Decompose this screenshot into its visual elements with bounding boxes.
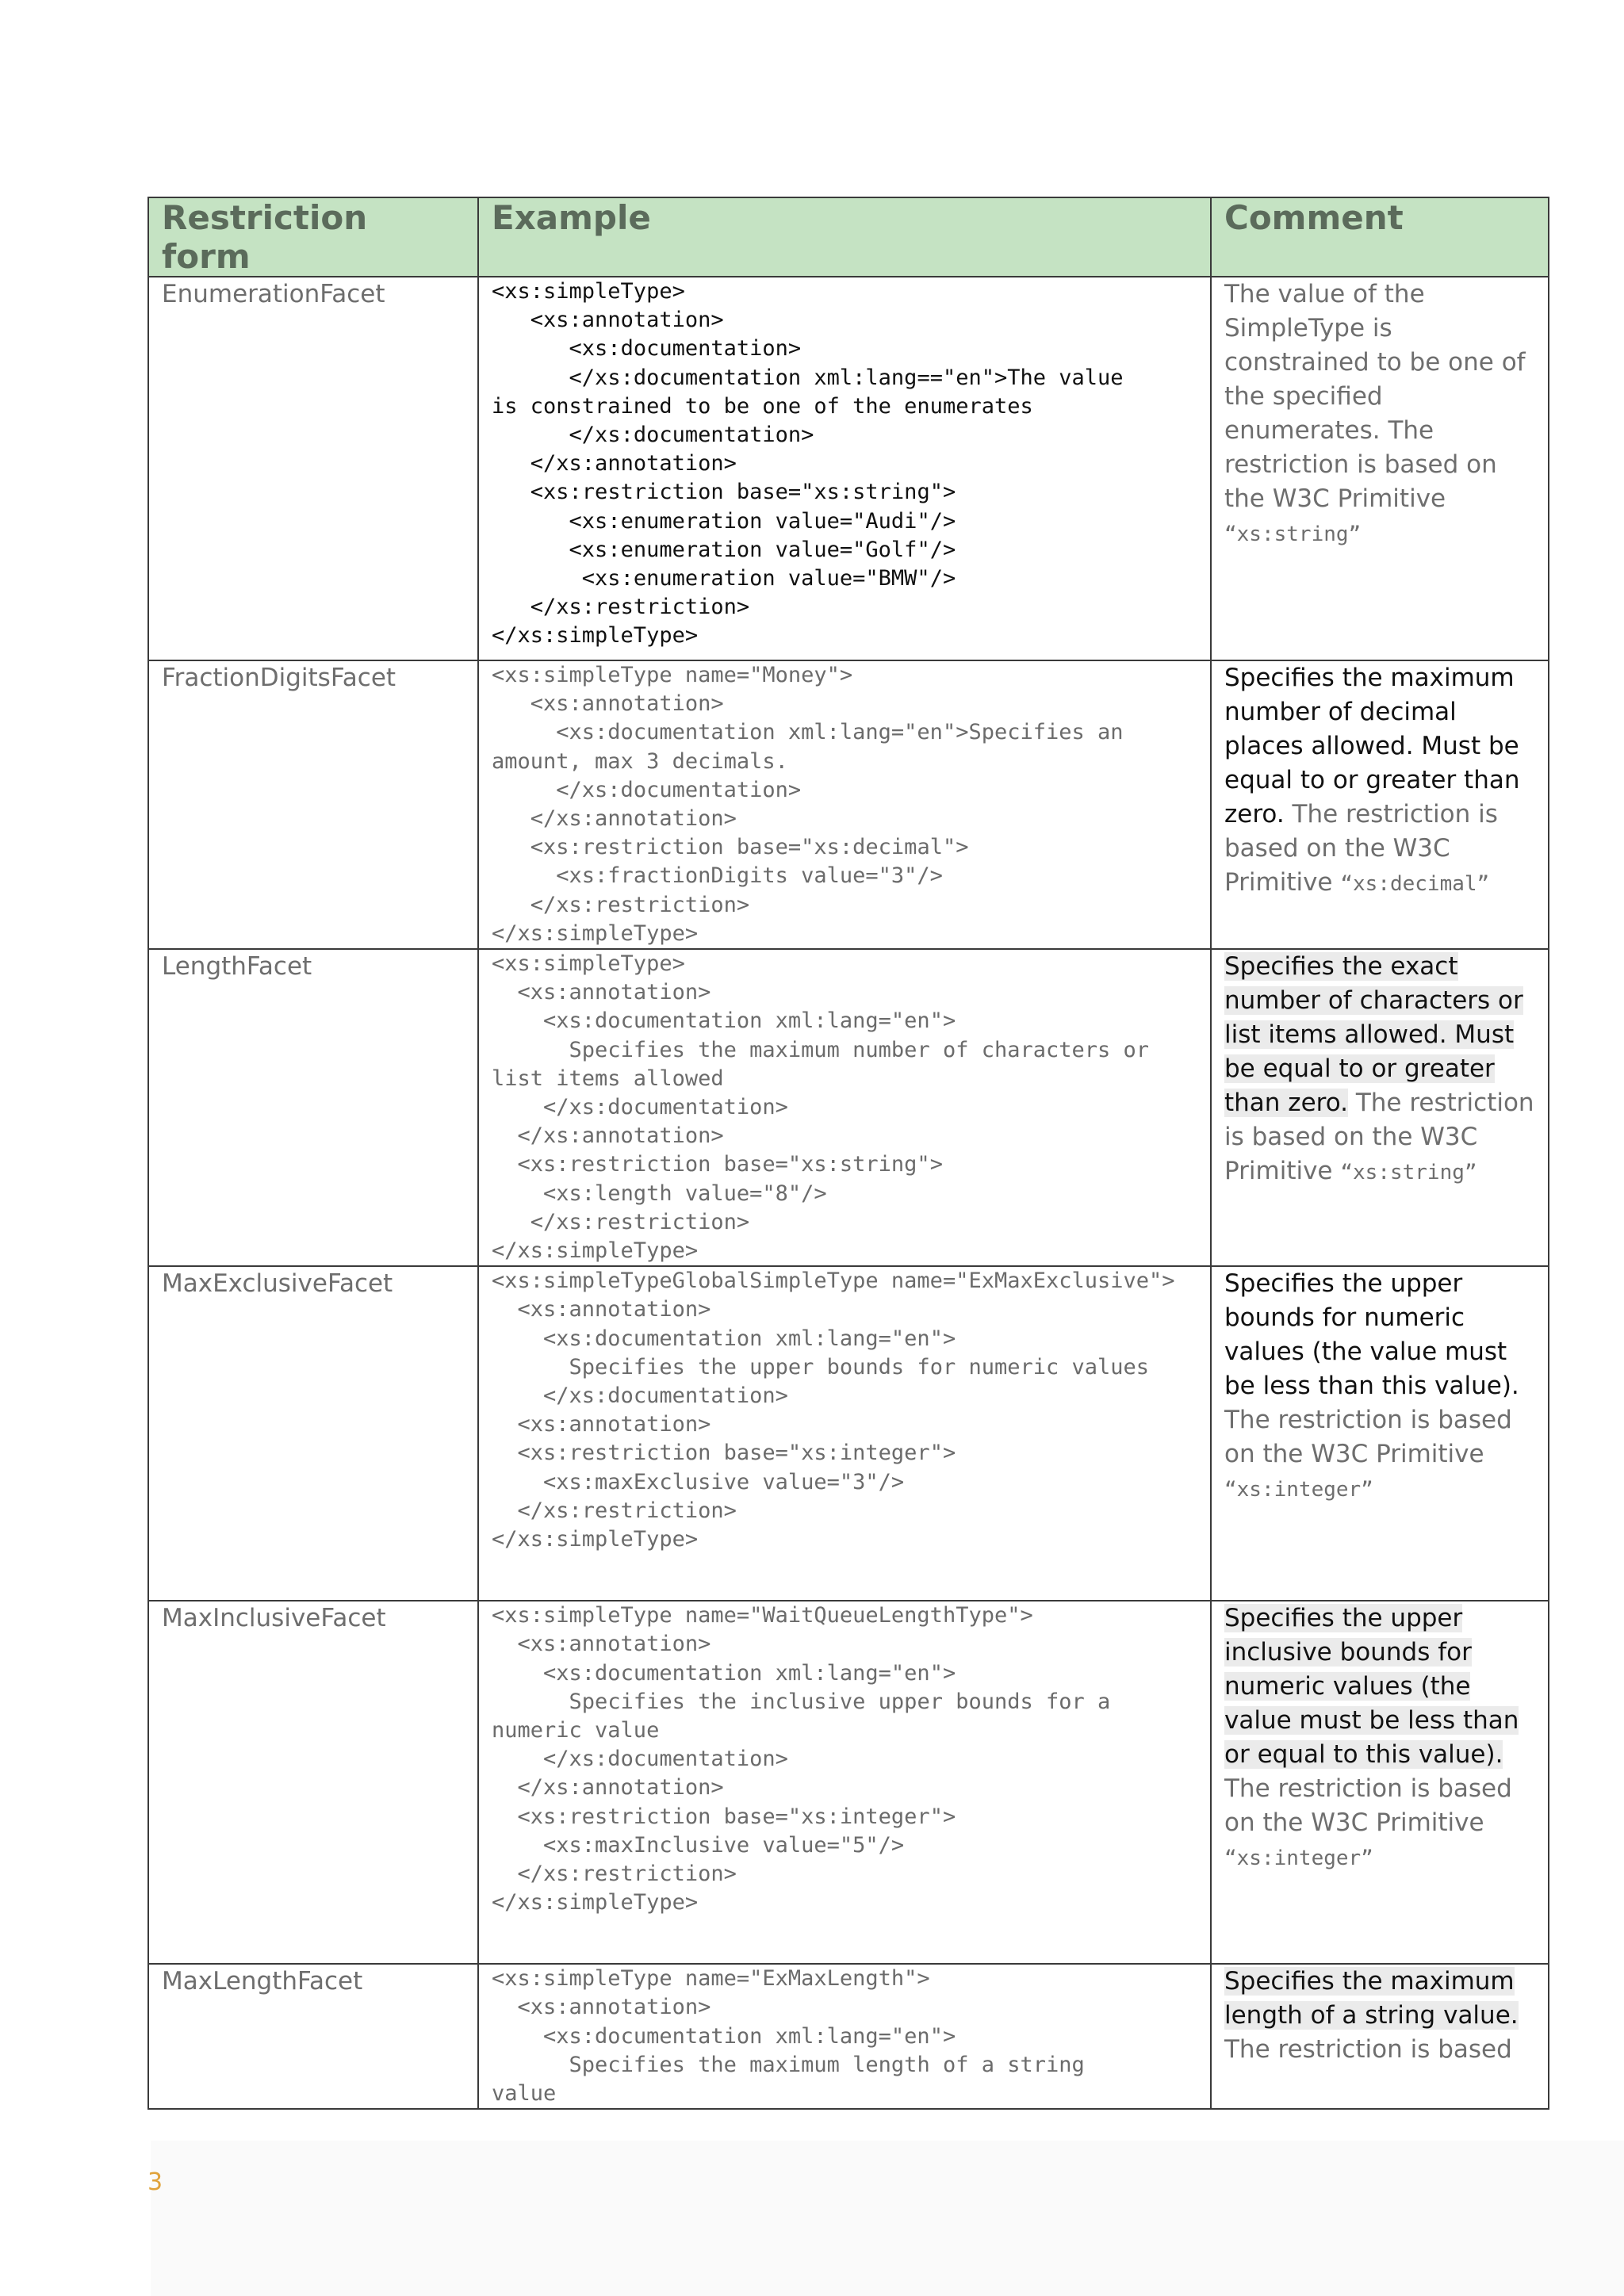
code-example: <xs:simpleType name="WaitQueueLengthType"> <xs:annotation> <xs:documentation xml:lang="en"> Specifies the inclusive upper bounds for a numeric value </xs:documentation> </xs:annotation> <xs:restriction base="xs:integer"> <xs:maxInclusive value="5"/> </xs:restriction> </xs:simpleType> bbox=[492, 1603, 1111, 1915]
comment-definition: Specifies the exact number of characters or list items allowed. Must be equal to or greater than zero. bbox=[1224, 952, 1523, 1118]
comment-cell bbox=[1211, 1601, 1549, 1964]
comment-cell bbox=[1211, 1266, 1549, 1601]
example-cell bbox=[478, 1266, 1211, 1601]
comment-definition: Specifies the maximum length of a string value. bbox=[1224, 1967, 1519, 2030]
code-example: <xs:simpleType> <xs:annotation> <xs:documentation> </xs:documentation xml:lang=="en">The value is constrained to be one of the enumerates </xs:documentation> </xs:annotation> <xs:restriction base="xs:string"> <xs:enumeration value="Audi"/> <xs:enumeration value="Golf"/> <xs:enumeration value="BMW"/> </xs:restriction> </xs:simpleType> bbox=[492, 279, 1124, 649]
restriction-form-cell: MaxLengthFacet bbox=[148, 1964, 478, 2109]
code-example: <xs:simpleTypeGlobalSimpleType name="ExMaxExclusive"> <xs:annotation> <xs:documentation xml:lang="en"> Specifies the upper bounds for numeric values </xs:documentation> <xs:annotation> <xs:restriction base="xs:integer"> <xs:maxExclusive value="3"/> </xs:restriction> </xs:simpleType> bbox=[492, 1269, 1175, 1552]
comment-definition: Specifies the maximum number of decimal places allowed. Must be equal to or greater than zero. bbox=[1224, 664, 1520, 828]
comment-cell bbox=[1211, 277, 1549, 660]
restriction-facets-table bbox=[147, 197, 1549, 2110]
page-footer-band bbox=[151, 2141, 1624, 2296]
restriction-form-cell: MaxInclusiveFacet bbox=[148, 1601, 478, 1964]
comment-definition: Specifies the upper inclusive bounds for numeric values (the value must be less than or equal to this value). bbox=[1224, 1604, 1519, 1770]
comment-text: The restriction is based bbox=[1224, 2035, 1512, 2064]
restriction-form-cell: FractionDigitsFacet bbox=[148, 660, 478, 949]
example-cell bbox=[478, 949, 1211, 1266]
restriction-form-cell: LengthFacet bbox=[148, 949, 478, 1266]
primitive-type: “xs:decimal” bbox=[1340, 872, 1490, 896]
page-number: 3 bbox=[147, 2168, 163, 2196]
example-cell bbox=[478, 660, 1211, 949]
restriction-form-cell: MaxExclusiveFacet bbox=[148, 1266, 478, 1601]
primitive-type: “xs:string” bbox=[1340, 1161, 1477, 1185]
code-example: <xs:simpleType name="Money"> <xs:annotation> <xs:documentation xml:lang="en">Specifies an amount, max 3 decimals. </xs:documentation> </xs:annotation> <xs:restriction base="xs:decimal"> <xs:fractionDigits value="3"/> </xs:restriction> </xs:simpleType> bbox=[492, 663, 1124, 946]
comment-definition: Specifies the upper bounds for numeric values (the value must be less than this value). bbox=[1224, 1269, 1519, 1401]
header-restriction-form: Restriction form bbox=[148, 197, 478, 277]
table-row bbox=[148, 949, 1549, 1266]
header-comment: Comment bbox=[1211, 197, 1549, 277]
code-example: <xs:simpleType name="ExMaxLength"> <xs:annotation> <xs:documentation xml:lang="en"> Specifies the maximum length of a string value bbox=[492, 1966, 1085, 2107]
table-row bbox=[148, 1964, 1549, 2109]
primitive-type: “xs:integer” bbox=[1224, 1846, 1373, 1871]
code-example: <xs:simpleType> <xs:annotation> <xs:documentation xml:lang="en"> Specifies the maximum number of characters or list items allowed </xs:documentation> </xs:annotation> <xs:restriction base="xs:string"> <xs:length value="8"/> </xs:restriction> </xs:simpleType> bbox=[492, 951, 1150, 1264]
primitive-type: “xs:string” bbox=[1224, 522, 1362, 546]
example-cell bbox=[478, 1964, 1211, 2109]
table-row bbox=[148, 660, 1549, 949]
primitive-type: “xs:integer” bbox=[1224, 1478, 1373, 1502]
comment-text: The restriction is based on the W3C Primitive bbox=[1224, 1089, 1534, 1186]
comment-text: The restriction is based on the W3C Primitive bbox=[1224, 1774, 1512, 1838]
example-cell bbox=[478, 1601, 1211, 1964]
restriction-form-cell: EnumerationFacet bbox=[148, 277, 478, 660]
comment-text: The restriction is based on the W3C Primitive bbox=[1224, 800, 1498, 897]
table-row bbox=[148, 1266, 1549, 1601]
comment-cell bbox=[1211, 949, 1549, 1266]
table-row bbox=[148, 277, 1549, 660]
example-cell bbox=[478, 277, 1211, 660]
comment-cell bbox=[1211, 660, 1549, 949]
comment-text: The value of the SimpleType is constrained to be one of the specified enumerates. The restriction is based on the W3C Primitive bbox=[1224, 280, 1526, 513]
comment-cell bbox=[1211, 1964, 1549, 2109]
header-example: Example bbox=[478, 197, 1211, 277]
comment-text: The restriction is based on the W3C Primitive bbox=[1224, 1406, 1512, 1469]
table-row bbox=[148, 1601, 1549, 1964]
table-header-row bbox=[148, 197, 1549, 277]
